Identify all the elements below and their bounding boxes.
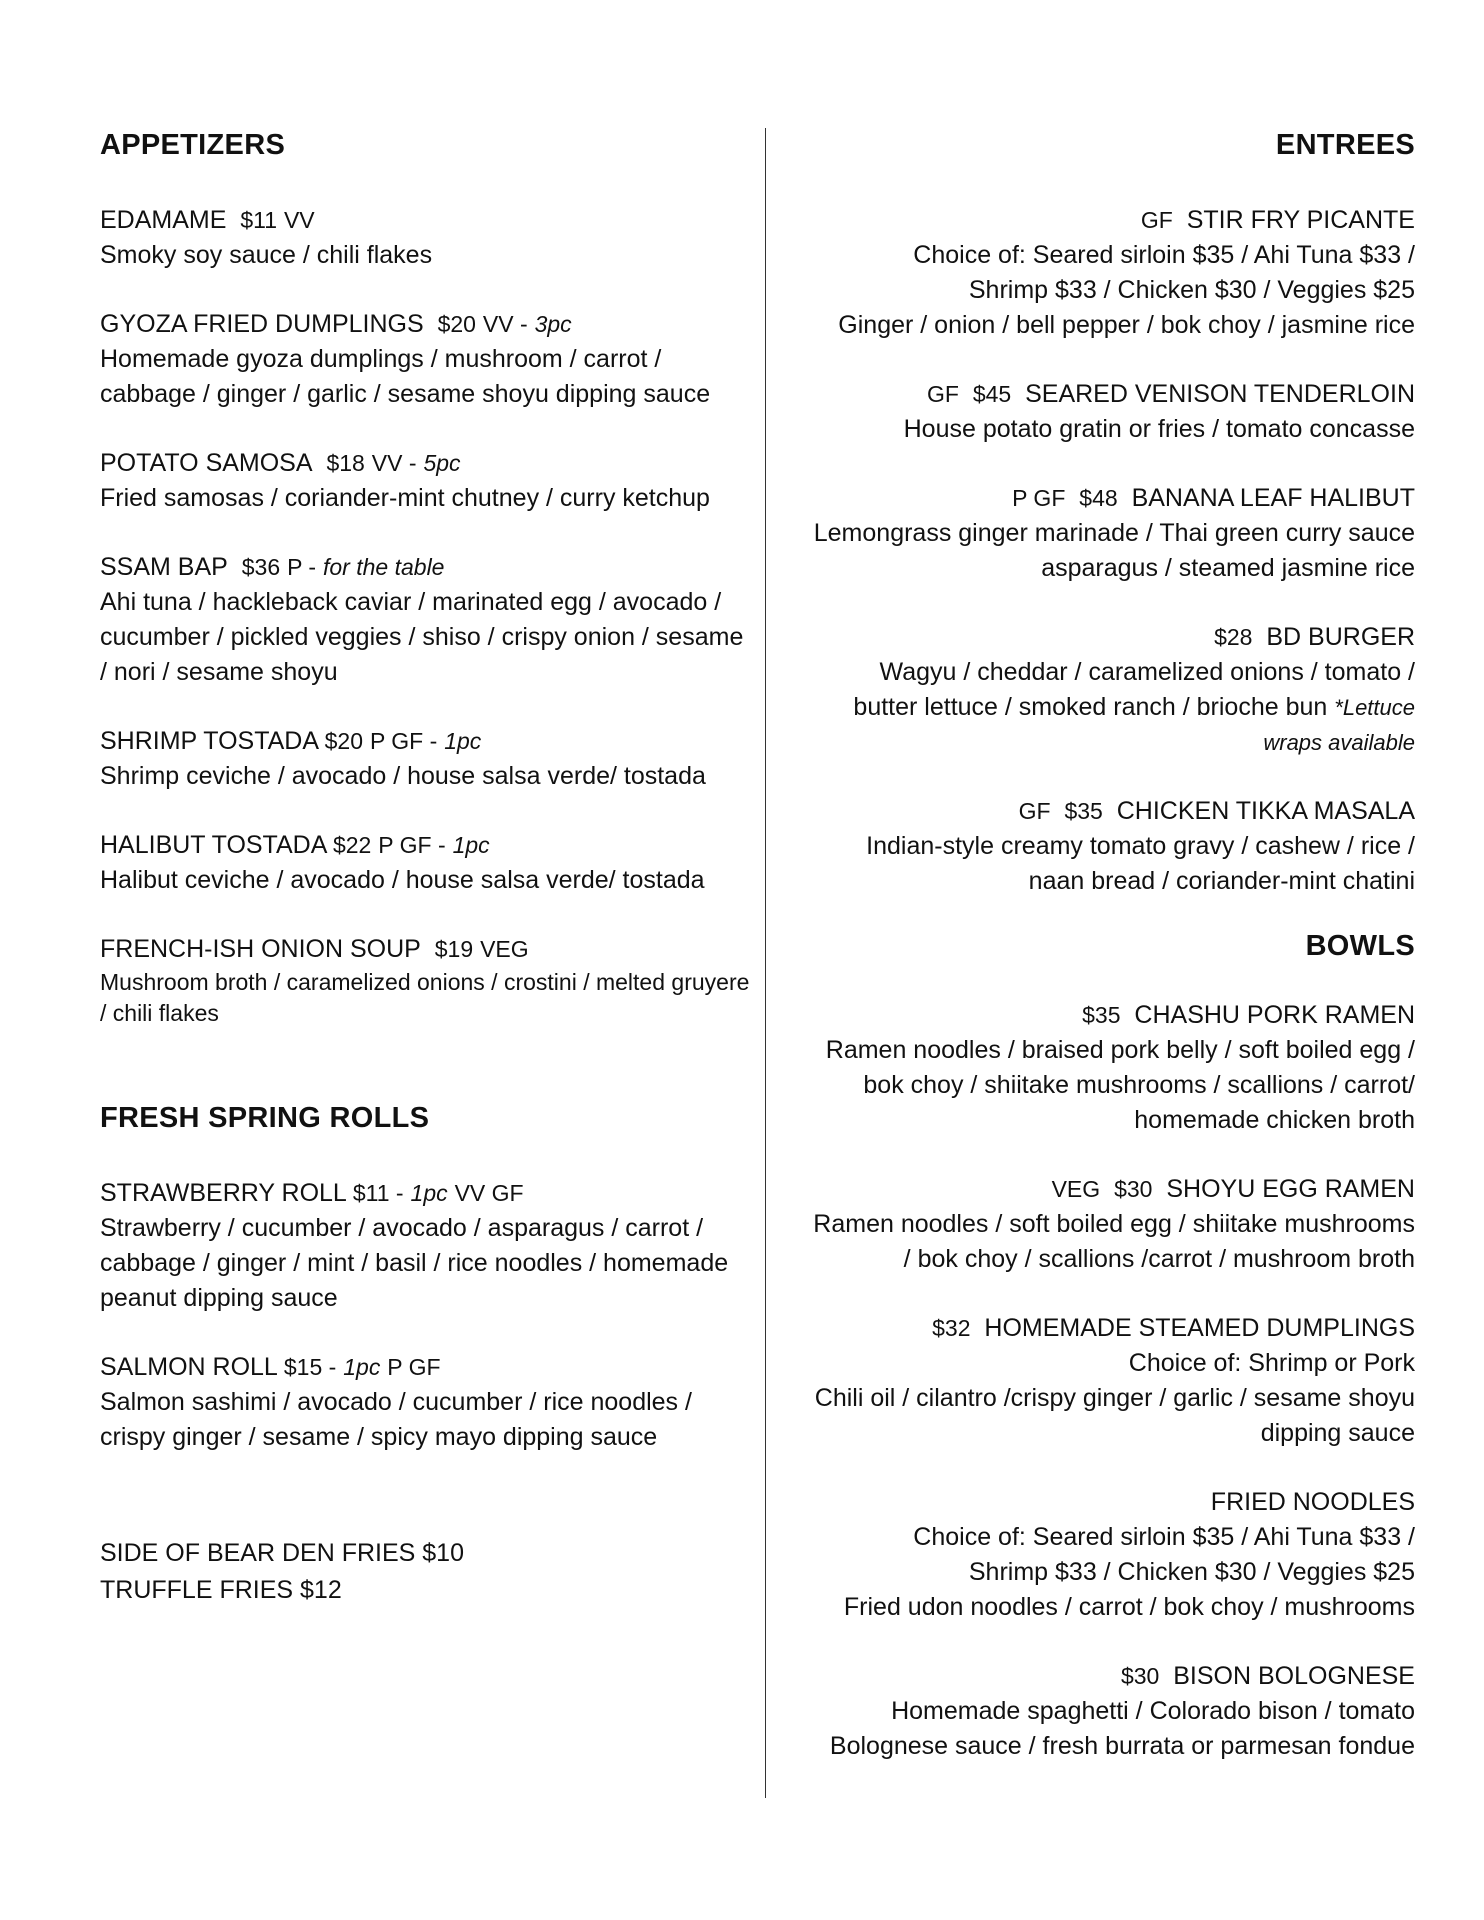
item-price: $22 [332, 831, 372, 858]
item-name: HALIBUT TOSTADA [100, 830, 327, 859]
item-name: CHICKEN TIKKA MASALA [1116, 796, 1415, 825]
item-tags: P GF [387, 1353, 441, 1380]
item-price: $19 [434, 935, 474, 962]
item-price: $28 [1214, 623, 1253, 650]
item-line: Ginger / onion / bell pepper / bok choy / jasmine rice [838, 310, 1415, 339]
bowls-title: BOWLS [1305, 929, 1415, 962]
menu-item-fried-noodles [770, 1485, 1415, 1625]
sides-section [100, 1535, 750, 1609]
item-tags: VEG [480, 935, 529, 962]
item-name: CHASHU PORK RAMEN [1134, 1000, 1415, 1029]
menu-item-edamame [100, 203, 750, 273]
item-line: asparagus / steamed jasmine rice [1041, 553, 1415, 582]
item-line: Choice of: Seared sirloin $35 / Ahi Tuna $33 / [913, 1522, 1415, 1551]
menu-item-strawberry-roll [100, 1176, 750, 1316]
item-tags: GF [926, 380, 959, 407]
item-line: Chili oil / cilantro /crispy ginger / garlic / sesame shoyu [814, 1383, 1415, 1412]
item-price: $48 [1079, 484, 1118, 511]
item-tags: GF [1140, 206, 1173, 233]
item-note: wraps available [1263, 729, 1415, 755]
left-column [100, 128, 750, 1609]
item-line: Homemade spaghetti / Colorado bison / tomato [891, 1696, 1415, 1725]
item-note: 5pc [423, 449, 461, 476]
menu-item-shrimp-tostada [100, 724, 750, 794]
item-name: FRIED NOODLES [1210, 1487, 1415, 1516]
item-line: naan bread / coriander-mint chatini [1028, 866, 1415, 895]
item-line: Bolognese sauce / fresh burrata or parmesan fondue [829, 1731, 1415, 1760]
item-price: $15 - [283, 1353, 337, 1380]
item-note: 1pc [410, 1179, 448, 1206]
menu-item-gyoza [100, 307, 750, 412]
item-price: $35 [1064, 797, 1103, 824]
item-description: Smoky soy sauce / chili flakes [100, 240, 433, 269]
item-name: STRAWBERRY ROLL [100, 1178, 346, 1207]
item-name: HOMEMADE STEAMED DUMPLINGS [984, 1313, 1415, 1342]
menu-item-onion-soup [100, 932, 750, 1029]
menu-item-ssam-bap [100, 550, 750, 690]
entrees-title: ENTREES [1275, 129, 1415, 161]
item-line: Wagyu / cheddar / caramelized onions / tomato / [879, 657, 1415, 686]
item-note: *Lettuce [1334, 694, 1415, 720]
item-price: $30 [1114, 1175, 1153, 1202]
item-line: Ramen noodles / braised pork belly / soft boiled egg / [825, 1035, 1415, 1064]
item-tags: P GF - [378, 831, 446, 858]
item-note: 3pc [534, 310, 572, 337]
item-tags: VV - [482, 310, 528, 337]
item-price: $11 - [352, 1179, 404, 1206]
item-name: BD BURGER [1266, 622, 1415, 651]
menu-item-shoyu-ramen [770, 1172, 1415, 1277]
item-name: POTATO SAMOSA [100, 448, 313, 477]
side-truffle-fries: TRUFFLE FRIES $12 [100, 1575, 342, 1604]
item-name: GYOZA FRIED DUMPLINGS [100, 309, 424, 338]
menu-item-tikka-masala [770, 794, 1415, 899]
item-price: $45 [972, 380, 1012, 407]
item-note: 1pc [452, 831, 490, 858]
item-price: $20 [324, 727, 363, 754]
item-tags: P GF - [369, 727, 438, 754]
item-name: SEARED VENISON TENDERLOIN [1025, 379, 1415, 408]
item-tags: VV - [371, 449, 417, 476]
menu-item-samosa [100, 446, 750, 516]
item-line: Ramen noodles / soft boiled egg / shiitake mushrooms [813, 1209, 1415, 1238]
item-name: SSAM BAP [100, 552, 228, 581]
menu-item-bison-bolognese [770, 1659, 1415, 1764]
item-line: dipping sauce [1260, 1418, 1415, 1447]
item-price: $32 [932, 1314, 971, 1341]
menu-item-halibut-tostada [100, 828, 750, 898]
appetizers-title: APPETIZERS [100, 129, 286, 161]
item-name: EDAMAME [100, 205, 227, 234]
item-tags: VEG [1051, 1175, 1101, 1202]
item-name: STIR FRY PICANTE [1186, 205, 1415, 234]
item-tags: VV [283, 206, 315, 233]
item-line: bok choy / shiitake mushrooms / scallions / carrot/ [863, 1070, 1415, 1099]
item-price: $18 [326, 449, 365, 476]
item-name: SHOYU EGG RAMEN [1166, 1174, 1415, 1203]
item-line: Choice of: Shrimp or Pork [1128, 1348, 1415, 1377]
item-line: Shrimp $33 / Chicken $30 / Veggies $25 [968, 1557, 1415, 1586]
item-description: Strawberry / cucumber / avocado / asparagus / carrot / cabbage / ginger / mint / basil / rice noodles / homemade peanut dipping sauce [100, 1213, 729, 1312]
menu-item-halibut [770, 481, 1415, 586]
item-name: FRENCH-ISH ONION SOUP [100, 934, 421, 963]
item-price: $36 [241, 553, 281, 580]
item-tags: P GF [1012, 484, 1066, 511]
menu-item-chashu-ramen [770, 998, 1415, 1138]
menu-item-steamed-dumplings [770, 1311, 1415, 1451]
menu-item-burger [770, 620, 1415, 760]
item-price: $30 [1120, 1662, 1160, 1689]
item-line: Fried udon noodles / carrot / bok choy / mushrooms [843, 1592, 1415, 1621]
item-description: Fried samosas / coriander-mint chutney / curry ketchup [100, 483, 710, 512]
item-name: BISON BOLOGNESE [1173, 1661, 1415, 1690]
item-price: $11 [240, 206, 277, 233]
item-price: $35 [1082, 1001, 1121, 1028]
item-price: $20 [437, 310, 476, 337]
item-tags: VV GF [454, 1179, 524, 1206]
item-tags: GF [1018, 797, 1051, 824]
item-line: / bok choy / scallions /carrot / mushroom broth [903, 1244, 1415, 1273]
side-fries: SIDE OF BEAR DEN FRIES $10 [100, 1538, 464, 1567]
menu-item-stir-fry [770, 203, 1415, 343]
item-name: SALMON ROLL [100, 1352, 277, 1381]
item-line: House potato gratin or fries / tomato concasse [903, 414, 1415, 443]
item-line: homemade chicken broth [1134, 1105, 1415, 1134]
item-description: Mushroom broth / caramelized onions / crostini / melted gruyere / chili flakes [100, 968, 750, 1026]
item-line: Lemongrass ginger marinade / Thai green curry sauce [813, 518, 1415, 547]
item-name: BANANA LEAF HALIBUT [1131, 483, 1415, 512]
item-line: butter lettuce / smoked ranch / brioche bun [853, 692, 1328, 721]
menu-item-salmon-roll [100, 1350, 750, 1455]
spring-rolls-title: FRESH SPRING ROLLS [100, 1101, 430, 1134]
column-divider [765, 128, 766, 1798]
item-name: SHRIMP TOSTADA [100, 726, 318, 755]
item-line: Choice of: Seared sirloin $35 / Ahi Tuna $33 / [913, 240, 1415, 269]
item-description: Homemade gyoza dumplings / mushroom / carrot / cabbage / ginger / garlic / sesame shoyu dipping sauce [100, 344, 711, 408]
right-column [770, 128, 1415, 1764]
item-tags: P - [287, 553, 317, 580]
item-description: Ahi tuna / hackleback caviar / marinated egg / avocado / cucumber / pickled veggies / shiso / crispy onion / sesame / nori / sesame shoyu [100, 587, 744, 686]
item-description: Shrimp ceviche / avocado / house salsa verde/ tostada [100, 761, 706, 790]
item-note: 1pc [444, 727, 482, 754]
item-description: Halibut ceviche / avocado / house salsa verde/ tostada [100, 865, 705, 894]
item-line: Indian-style creamy tomato gravy / cashew / rice / [866, 831, 1415, 860]
item-note: for the table [323, 553, 445, 580]
item-note: 1pc [343, 1353, 381, 1380]
item-description: Salmon sashimi / avocado / cucumber / rice noodles / crispy ginger / sesame / spicy mayo dipping sauce [100, 1387, 692, 1451]
menu-item-venison [770, 377, 1415, 447]
item-line: Shrimp $33 / Chicken $30 / Veggies $25 [968, 275, 1415, 304]
